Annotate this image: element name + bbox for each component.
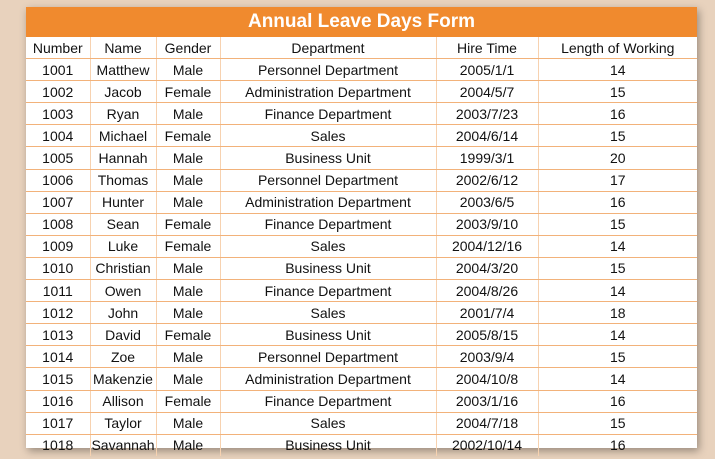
cell-number: 1012: [26, 302, 90, 324]
cell-gender: Female: [156, 390, 220, 412]
cell-department: Sales: [220, 302, 436, 324]
cell-gender: Male: [156, 257, 220, 279]
cell-number: 1016: [26, 390, 90, 412]
cell-hire-time: 2002/6/12: [436, 169, 538, 191]
header-row: [26, 37, 697, 59]
cell-department: Sales: [220, 412, 436, 434]
table-row: [26, 324, 697, 346]
cell-gender: Female: [156, 81, 220, 103]
cell-gender: Male: [156, 191, 220, 213]
cell-name: Owen: [90, 280, 156, 302]
cell-number: 1004: [26, 125, 90, 147]
cell-hire-time: 2003/1/16: [436, 390, 538, 412]
cell-name: Ryan: [90, 103, 156, 125]
cell-length-of-working: 17: [538, 169, 697, 191]
cell-hire-time: 2004/10/8: [436, 368, 538, 390]
cell-name: Sean: [90, 213, 156, 235]
cell-length-of-working: 14: [538, 324, 697, 346]
table-row: [26, 280, 697, 302]
cell-length-of-working: 18: [538, 302, 697, 324]
cell-department: Administration Department: [220, 368, 436, 390]
cell-department: Sales: [220, 125, 436, 147]
cell-department: Administration Department: [220, 81, 436, 103]
cell-hire-time: 2005/8/15: [436, 324, 538, 346]
table-row: [26, 257, 697, 279]
cell-gender: Male: [156, 368, 220, 390]
cell-hire-time: 2001/7/4: [436, 302, 538, 324]
cell-number: 1003: [26, 103, 90, 125]
table-row: [26, 390, 697, 412]
cell-department: Personnel Department: [220, 169, 436, 191]
cell-number: 1013: [26, 324, 90, 346]
table-row: [26, 412, 697, 434]
cell-hire-time: 2004/7/18: [436, 412, 538, 434]
col-header-department: Department: [220, 37, 436, 59]
cell-gender: Female: [156, 125, 220, 147]
cell-hire-time: 2003/7/23: [436, 103, 538, 125]
form-title: Annual Leave Days Form: [26, 7, 697, 37]
cell-name: John: [90, 302, 156, 324]
cell-length-of-working: 15: [538, 81, 697, 103]
cell-gender: Male: [156, 59, 220, 81]
table-row: [26, 346, 697, 368]
table-row: [26, 103, 697, 125]
cell-gender: Male: [156, 346, 220, 368]
cell-name: Jacob: [90, 81, 156, 103]
cell-hire-time: 2004/6/14: [436, 125, 538, 147]
col-header-length-of-working: Length of Working: [538, 37, 697, 59]
cell-hire-time: 2004/8/26: [436, 280, 538, 302]
cell-hire-time: 1999/3/1: [436, 147, 538, 169]
cell-department: Business Unit: [220, 257, 436, 279]
cell-name: Matthew: [90, 59, 156, 81]
cell-name: Luke: [90, 235, 156, 257]
cell-number: 1002: [26, 81, 90, 103]
cell-name: David: [90, 324, 156, 346]
cell-department: Business Unit: [220, 434, 436, 456]
cell-hire-time: 2005/1/1: [436, 59, 538, 81]
cell-department: Administration Department: [220, 191, 436, 213]
cell-gender: Male: [156, 434, 220, 456]
cell-name: Christian: [90, 257, 156, 279]
leave-form-sheet: [26, 7, 697, 454]
cell-name: Hunter: [90, 191, 156, 213]
cell-hire-time: 2003/9/10: [436, 213, 538, 235]
cell-number: 1014: [26, 346, 90, 368]
cell-length-of-working: 14: [538, 235, 697, 257]
cell-length-of-working: 20: [538, 147, 697, 169]
cell-hire-time: 2004/5/7: [436, 81, 538, 103]
table-row: [26, 169, 697, 191]
cell-hire-time: 2003/9/4: [436, 346, 538, 368]
cell-number: 1008: [26, 213, 90, 235]
cell-number: 1001: [26, 59, 90, 81]
cell-department: Finance Department: [220, 280, 436, 302]
cell-gender: Female: [156, 213, 220, 235]
cell-length-of-working: 15: [538, 257, 697, 279]
cell-length-of-working: 16: [538, 191, 697, 213]
cell-department: Finance Department: [220, 103, 436, 125]
cell-gender: Male: [156, 412, 220, 434]
cell-length-of-working: 14: [538, 368, 697, 390]
cell-name: Taylor: [90, 412, 156, 434]
cell-gender: Female: [156, 324, 220, 346]
cell-department: Finance Department: [220, 390, 436, 412]
cell-length-of-working: 14: [538, 280, 697, 302]
table-row: [26, 213, 697, 235]
cell-name: Allison: [90, 390, 156, 412]
cell-gender: Male: [156, 103, 220, 125]
cell-name: Zoe: [90, 346, 156, 368]
col-header-hire-time: Hire Time: [436, 37, 538, 59]
table-row: [26, 302, 697, 324]
cell-length-of-working: 15: [538, 346, 697, 368]
cell-length-of-working: 15: [538, 213, 697, 235]
cell-length-of-working: 16: [538, 390, 697, 412]
cell-number: 1011: [26, 280, 90, 302]
cell-gender: Male: [156, 169, 220, 191]
cell-length-of-working: 14: [538, 59, 697, 81]
table-row: [26, 368, 697, 390]
cell-gender: Female: [156, 235, 220, 257]
cell-name: Thomas: [90, 169, 156, 191]
cell-hire-time: 2004/12/16: [436, 235, 538, 257]
cell-number: 1007: [26, 191, 90, 213]
cell-department: Business Unit: [220, 147, 436, 169]
cell-number: 1005: [26, 147, 90, 169]
cell-length-of-working: 15: [538, 125, 697, 147]
cell-number: 1009: [26, 235, 90, 257]
cell-number: 1017: [26, 412, 90, 434]
cell-hire-time: 2004/3/20: [436, 257, 538, 279]
cell-gender: Male: [156, 280, 220, 302]
cell-number: 1018: [26, 434, 90, 456]
cell-length-of-working: 16: [609, 437, 626, 454]
table-row: [26, 125, 697, 147]
cell-name: Savannah: [90, 434, 156, 456]
col-header-name: Name: [90, 37, 156, 59]
cell-number: 1006: [26, 169, 90, 191]
cell-hire-time: 2003/6/5: [436, 191, 538, 213]
table-row: [26, 191, 697, 213]
cell-gender: Male: [156, 147, 220, 169]
col-header-gender: Gender: [156, 37, 220, 59]
cell-department: Finance Department: [220, 213, 436, 235]
cell-name: Michael: [90, 125, 156, 147]
cell-department: Sales: [220, 235, 436, 257]
cell-number: 1010: [26, 257, 90, 279]
cell-department: Business Unit: [220, 324, 436, 346]
table-row: [26, 235, 697, 257]
col-header-number: Number: [26, 37, 90, 59]
cell-number: 1015: [26, 368, 90, 390]
cell-name: Makenzie: [90, 368, 156, 390]
cell-hire-time: 2002/10/14: [436, 434, 538, 456]
leave-table: [26, 37, 697, 456]
cell-gender: Male: [156, 302, 220, 324]
table-row: [26, 81, 697, 103]
cell-department: Personnel Department: [220, 346, 436, 368]
cell-length-of-working: 16: [538, 103, 697, 125]
table-row: [26, 434, 697, 456]
cell-length-of-working: 15: [538, 412, 697, 434]
cell-department: Personnel Department: [220, 59, 436, 81]
table-row: [26, 147, 697, 169]
table-row: [26, 59, 697, 81]
cell-name: Hannah: [90, 147, 156, 169]
